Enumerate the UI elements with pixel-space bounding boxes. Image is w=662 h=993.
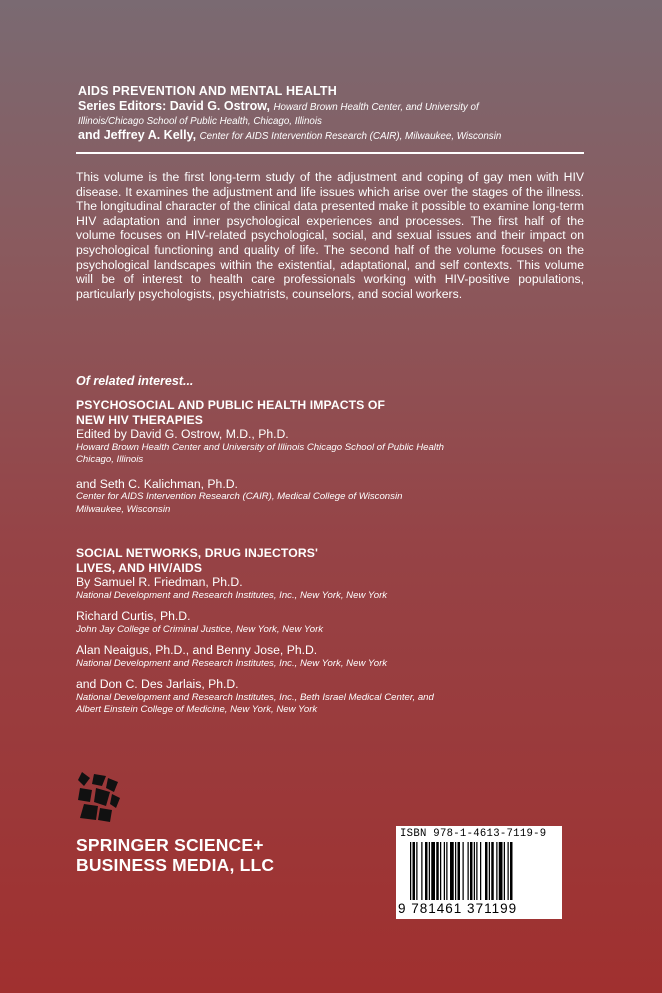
author-affiliation: Howard Brown Health Center and University of Illinois Chicago School of Public Health [76, 441, 444, 453]
author-affiliation: National Development and Research Institutes, Inc., New York, New York [76, 657, 388, 669]
book-author: Richard Curtis, Ph.D. [76, 609, 191, 623]
editor2-affiliation: Center for AIDS Intervention Research (CAIR), Milwaukee, Wisconsin [199, 131, 502, 142]
book-author: By Samuel R. Friedman, Ph.D. [76, 575, 243, 589]
book-author: and Seth C. Kalichman, Ph.D. [76, 476, 238, 491]
author-affiliation: John Jay College of Criminal Justice, New York, New York [76, 623, 324, 635]
editor1-affiliation-b: Illinois/Chicago School of Public Health, Chicago, Illinois [78, 116, 322, 127]
book-author: Edited by David G. Ostrow, M.D., Ph.D. [76, 427, 289, 441]
related-heading: Of related interest... [76, 374, 194, 388]
author-affiliation: National Development and Research Institutes, Inc., New York, New York [76, 589, 388, 601]
book-description: This volume is the first long-term study of the adjustment and coping of gay men with HIV disease. It examines the adjustment and life issues which arise over the stages of the illness. The longitudinal character of the clinical data presented make it possible to examine long-term HIV adaptation and inner psychological experiences and processes. The first half of the volume focuses on HIV-related psychological, social, and sexual issues and their impact on psychological functioning and quality of life. The second half of the volume focuses on the psychological landscapes within the existential, adaptational, and self contexts. This volume will be of interest to health care professionals working with HIV-positive populations, particularly psychologists, psychiatrists, counselors, and social workers. [76, 170, 584, 301]
book-author: Alan Neaigus, Ph.D., and Benny Jose, Ph.D. [76, 643, 318, 657]
author-affiliation: Chicago, Illinois [76, 454, 144, 465]
book-title-line: LIVES, AND HIV/AIDS [76, 560, 203, 575]
editor1-affiliation-a: Howard Brown Health Center, and University of [273, 102, 479, 113]
book-title-line: NEW HIV THERAPIES [76, 412, 203, 427]
series-editor-2 [78, 128, 598, 144]
publisher-name [76, 835, 274, 875]
springer-chess-knight-icon [76, 772, 122, 829]
author-affiliation: Center for AIDS Intervention Research (CAIR), Medical College of Wisconsin [76, 491, 403, 502]
author-affiliation: Milwaukee, Wisconsin [76, 503, 171, 515]
divider-rule [76, 152, 584, 154]
isbn-barcode-box [396, 826, 562, 919]
book-title-line: SOCIAL NETWORKS, DRUG INJECTORS' [76, 546, 318, 560]
publisher-line: SPRINGER SCIENCE+ [76, 835, 264, 855]
author-affiliation: Albert Einstein College of Medicine, New York, New York [76, 704, 318, 715]
book-title [76, 546, 536, 575]
isbn-label: ISBN 978-1-4613-7119-9 [400, 828, 547, 840]
series-editors-label: Series Editors: David G. Ostrow, [78, 99, 270, 113]
publisher-line: BUSINESS MEDIA, LLC [76, 855, 275, 875]
barcode-digits: 9 781461 371199 [398, 901, 518, 916]
book-author: and Don C. Des Jarlais, Ph.D. [76, 677, 239, 691]
series-header [78, 84, 598, 144]
related-book-1 [76, 398, 536, 516]
book-title-line: PSYCHOSOCIAL AND PUBLIC HEALTH IMPACTS OF [76, 398, 386, 412]
related-book-2 [76, 546, 536, 717]
author-affiliation: National Development and Research Institutes, Inc., Beth Israel Medical Center, and [76, 691, 434, 703]
barcode-graphic [410, 842, 550, 900]
series-editor-1 [78, 99, 598, 115]
book-title [76, 398, 536, 427]
editor2-name: and Jeffrey A. Kelly, [78, 128, 197, 142]
series-title: AIDS PREVENTION AND MENTAL HEALTH [78, 84, 337, 98]
